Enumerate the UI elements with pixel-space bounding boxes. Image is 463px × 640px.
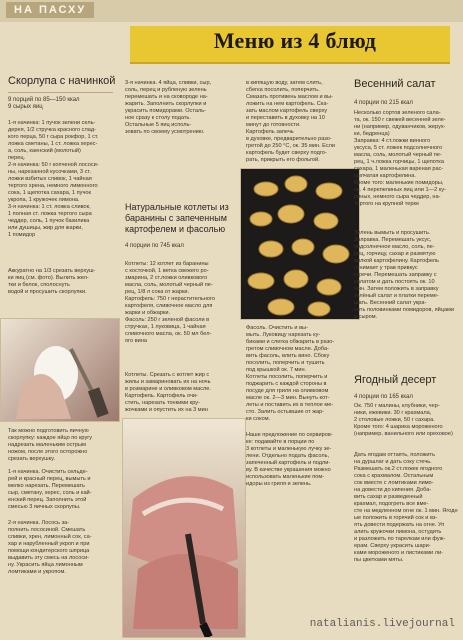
lamb-photo-illustration bbox=[123, 419, 245, 637]
recipe-heading-dessert: Ягодный десерт bbox=[354, 374, 437, 386]
lamb-ingredients: Котлеты: 12 котлет из баранины с косточкой, 1 ветка свежего ро- змарина, 2 ст.ложки оливкового масла, соль, молотый черный пе- рец, 1/8 л сока от жарки. Картофель: 750 г нерастительного картофеля, сливочное масло для жарки и обжарки. Фасоль: 250 г зеленой фасоли в стручках, 1 луковица, 1 чайная сливочного масла, ок. 50 мл бел- ого вина bbox=[125, 261, 215, 344]
egg-step-1: 1-я начинка. Очистить сельде- рей и красный перец, вымыть и мелко нарезать. Перемешать сыр, сметану, херес, соль и кай- енский перец. Заполнить этой смесью 3 яичных скорлупы. bbox=[8, 469, 92, 510]
divider bbox=[8, 92, 113, 93]
egg-intro: Аккуратно на 1/3 срезать верхуш- ки яиц (см. фото). Вылить жел- тки и белок, сполоснуть водой и просушить скорлупки. bbox=[8, 268, 96, 295]
lamb-method: Котлеты. Срезать с котлет жир с жилы и замариновать их на ночь в розмарине и оливковом масле. Картофель. Картофель очи- стить, нарезать тонкими кру- жочками и опустить их на 3 мин bbox=[125, 372, 211, 413]
dessert-method: Дать ягодам оттаять, положить на дуршлаг и дать соку стечь. Размешать ок.2 ст.ложек ягодного сока с крахмалом. Остальным сок вместе с ломтиками лимо- на довести до кипения. Доба- вить сахар и разведенный крахмал, подогреть все вме- сте на медленном огне ок. 1 мин. Ягодн ые положить в горячий сок и вз- ять довести подержать на огне. Уп алить кружочки лимона, остудить и разложить по тарелкам или фуж- ерам. Сверху украсить шари- ками мороженого и листиками ли- пы цветками мяты. bbox=[354, 452, 458, 563]
potatoes-text: в кипящую воду, затем слить, сбегка посолить, поперчить. Смазать противень маслом и вы- ложить на нем картофель. Ска- зать маслом картофель сверху и переставить в духовку на 10 минут до готовности. Картофель запечь в духовке, предварительно разо- гретой до 250 °C, ок. 35 мин. Если картофель будет сверху подго- рать, прикрыть его фольгой. bbox=[246, 80, 336, 163]
recipe-heading-salad: Весенний салат bbox=[354, 78, 436, 90]
egg-fillings: 1-я начинка: 1 пучок зелени сель- дерея, 1/2 стручка красного слад- кого перца, 50 г сыра рокфор, 1 ст. ложка сметаны, 1 ст. ложка херес- а, соль, каенский (молотый) перец. 2-я начинка: 50 г копченой лососи- ны, нарезанной кусочками, 3 ст. ложки взбитых сливок, 1 чайная тертого хрена, немного лимонного сока, 1 щепотка сахара, 1 пучок укропа, 1 кружочек лимона. 3-я начинка: 1 ст. ложка сливок, 1 полная ст. ложка тертого сыра чеддер, соль, 1 пучок базилика или душицы, жир для жарки, 1 помидор bbox=[8, 120, 99, 238]
page-title: Меню из 4 блюд bbox=[213, 28, 377, 53]
egg-photo-illustration bbox=[1, 319, 119, 421]
serving-tip: Наше предложение по сервиров- ке: подавайте в порции по 3 котлеты и маленькую лучку зе- лени. Отдельно подать фасоль, запеченный картофель и подли- ву. В качестве украшения можно использовать маленькие пом- идоры из гриля и зелень. bbox=[246, 432, 333, 487]
beans-text: Фасоль. Очистить и вы- мыть. Луковицу нарезать ку- биками и слегка обжарить в разо- гретом сливочном масле. Доба- вить фасоль, влить вино. Сбоку посолить, поперчить и тушить под крышкой ок. 7 мин. Котлеты посолить, поперчить и поджарить с каждой стороны в посуде для гриля на оливковом масле ок. 2—3 мин. Вынуть кот- леты и поставить их в теплое ме- сто. Залить остывшие от жар- ки соком. bbox=[246, 325, 335, 422]
dessert-ingredients: Ок. 750 г малины, клубники, чер- ники, ежевики. 30 г крахмала, 2 столовые ложки, 50 г сахара. Кроме того: 4 шарика мороженого (например, ванильного или ореховое) bbox=[354, 403, 453, 437]
egg-step-2: 2-я начинка. Лосось за- полнить лососиной. Смешать сливки, хрен, лимонный сок, са- хар и нарубленный укроп и при помощи кондитерского шприца выдавить эту смесь на лососи- ну. Украсить яйца лимонным ломтиками и укропом. bbox=[8, 520, 92, 575]
potatoes-illustration bbox=[241, 169, 359, 319]
section-label: НА ПАСХУ bbox=[6, 2, 94, 18]
egg-portions: 9 порций по 85—150 ккал bbox=[8, 97, 80, 103]
recipe-heading-eggs: Скорлупа с начинкой bbox=[8, 75, 116, 87]
watermark: natalianis.livejournal bbox=[309, 618, 455, 630]
salad-portions: 4 порции по 215 ккал bbox=[354, 100, 413, 106]
salad-method: Зелень вымыть и просушить. Заправка. Перемешать уксус, подсолнечное масло, соль, пе- рец, горчицу, сахар и размятую вилкой картофелину. Картофель отнимает у трав привкус горечи. Перемешать заправку с салатом и дать постоять ок. 10 мин. Затем положить в заправку зелёный салат и платки переме- шать. Весенний салат укра- сить половинками помидоров, яйцами и сыром. bbox=[354, 230, 455, 320]
egg-cutting-photo bbox=[0, 318, 120, 422]
potatoes-photo bbox=[240, 168, 360, 320]
egg-ingredient-count: 9 сырых яиц bbox=[8, 104, 43, 110]
lamb-portions: 4 порции по 745 ккал bbox=[125, 243, 184, 249]
egg-step-3: 3-я начинка. 4 яйца, сливки, сыр, соль, перец и рубленую зелень перемешать и на сковороде на- жарить. Заполнить скорлупки и украсить помидорами. Осталь- ное сразу к столу подать. Остальные 5 яиц исполь- зовать по своему усмотрению. bbox=[125, 80, 212, 135]
recipe-heading-lamb: Натуральные котлеты из баранины с запеченным картофелем и фасолью bbox=[125, 202, 229, 234]
salad-ingredients: Несколько сортов зеленого сала- та, ок. 150 г свежей весенней зеле- ни (например, одуванчиков, жерух- ки, бедренца) Заправка: 4 ст.ложки винного уксуса, 5 ст. ложек подсолнечного масла, соль, молотый черный пе- рец, 1 ч.ложка горчицы, 1 щепотка сахара, 1 маленькая вареная рас- сыпчатая картофелина. Кроме того: маленькие помидоры, ок. 4 перепелиных яиц или 1—2 ку- риных, немного сыра чеддер, на- тертого на крупной терке bbox=[354, 110, 447, 207]
lamb-chops-photo bbox=[122, 418, 246, 638]
dessert-portions: 4 порции по 165 ккал bbox=[354, 394, 413, 400]
photo-caption-eggs: Так можно подготовить яичную скорлупку: каждое яйцо по кругу надрезать маленьким острым ножом, после этого осторожно срезать верхушку. bbox=[8, 428, 93, 462]
